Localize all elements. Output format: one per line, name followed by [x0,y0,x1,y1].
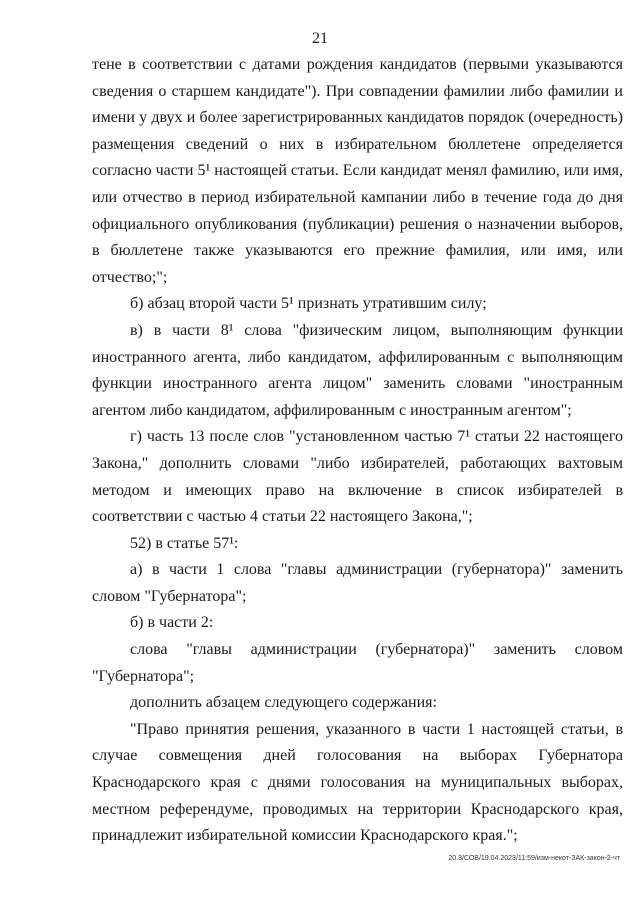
document-footer-id: 20.3/СОВ/19.04.2023/11:59/изм-некот-ЗАК-закон-2-чт [448,855,620,862]
paragraph-2: б) абзац второй части 5¹ признать утратившим силу; [130,295,487,313]
paragraph-6: а) в части 1 слова "главы администрации (губернатора)" заменить словом "Губернатора"; [92,561,623,605]
document-body [92,52,623,850]
paragraph-7: б) в части 2: [130,614,214,632]
paragraph-1: тене в соответствии с датами рождения кандидатов (первыми указываются сведения о старшем кандидате"). При совпадении фамилии либо фамилии и имени у двух и более зарегистрированных кандидатов порядок (очередность) размещения сведений о них в избирательном бюллетене определяется согласно части 5¹ настоящей статьи. Если кандидат менял фамилию, или имя, или отчество в период избирательной кампании либо в течение года до дня официального опубликования (публикации) решения о назначении выборов, в бюллетене также указываются его прежние фамилия, или имя, или отчество;"; [92,56,623,286]
paragraph-9: дополнить абзацем следующего содержания: [130,694,437,712]
page-number: 21 [312,30,328,47]
paragraph-5: 52) в статье 57¹: [130,534,239,552]
paragraph-10: "Право принятия решения, указанного в части 1 настоящей статьи, в случае совмещения дней голосования на выборах Губернатора Краснодарского края с днями голосования на муниципальных выборах, местном референдуме, проводимых на территории Краснодарского края, принадлежит избирательной комиссии Краснодарского края."; [92,720,623,845]
paragraph-3: в) в части 8¹ слова "физическим лицом, выполняющим функции иностранного агента, либо кандидатом, аффилированным с выполняющим функции иностранного агента лицом" заменить словами "иностранным агентом либо кандидатом, аффилированным с иностранным агентом"; [92,321,623,419]
paragraph-4: г) часть 13 после слов "установленном частью 7¹ статьи 22 настоящего Закона," дополнить словами "либо избирателей, работающих вахтовым методом и имеющих право на включение в список избирателей в соответствии с частью 4 статьи 22 настоящего Закона,"; [92,428,623,526]
paragraph-8: слова "главы администрации (губернатора)" заменить словом "Губернатора"; [92,641,623,685]
